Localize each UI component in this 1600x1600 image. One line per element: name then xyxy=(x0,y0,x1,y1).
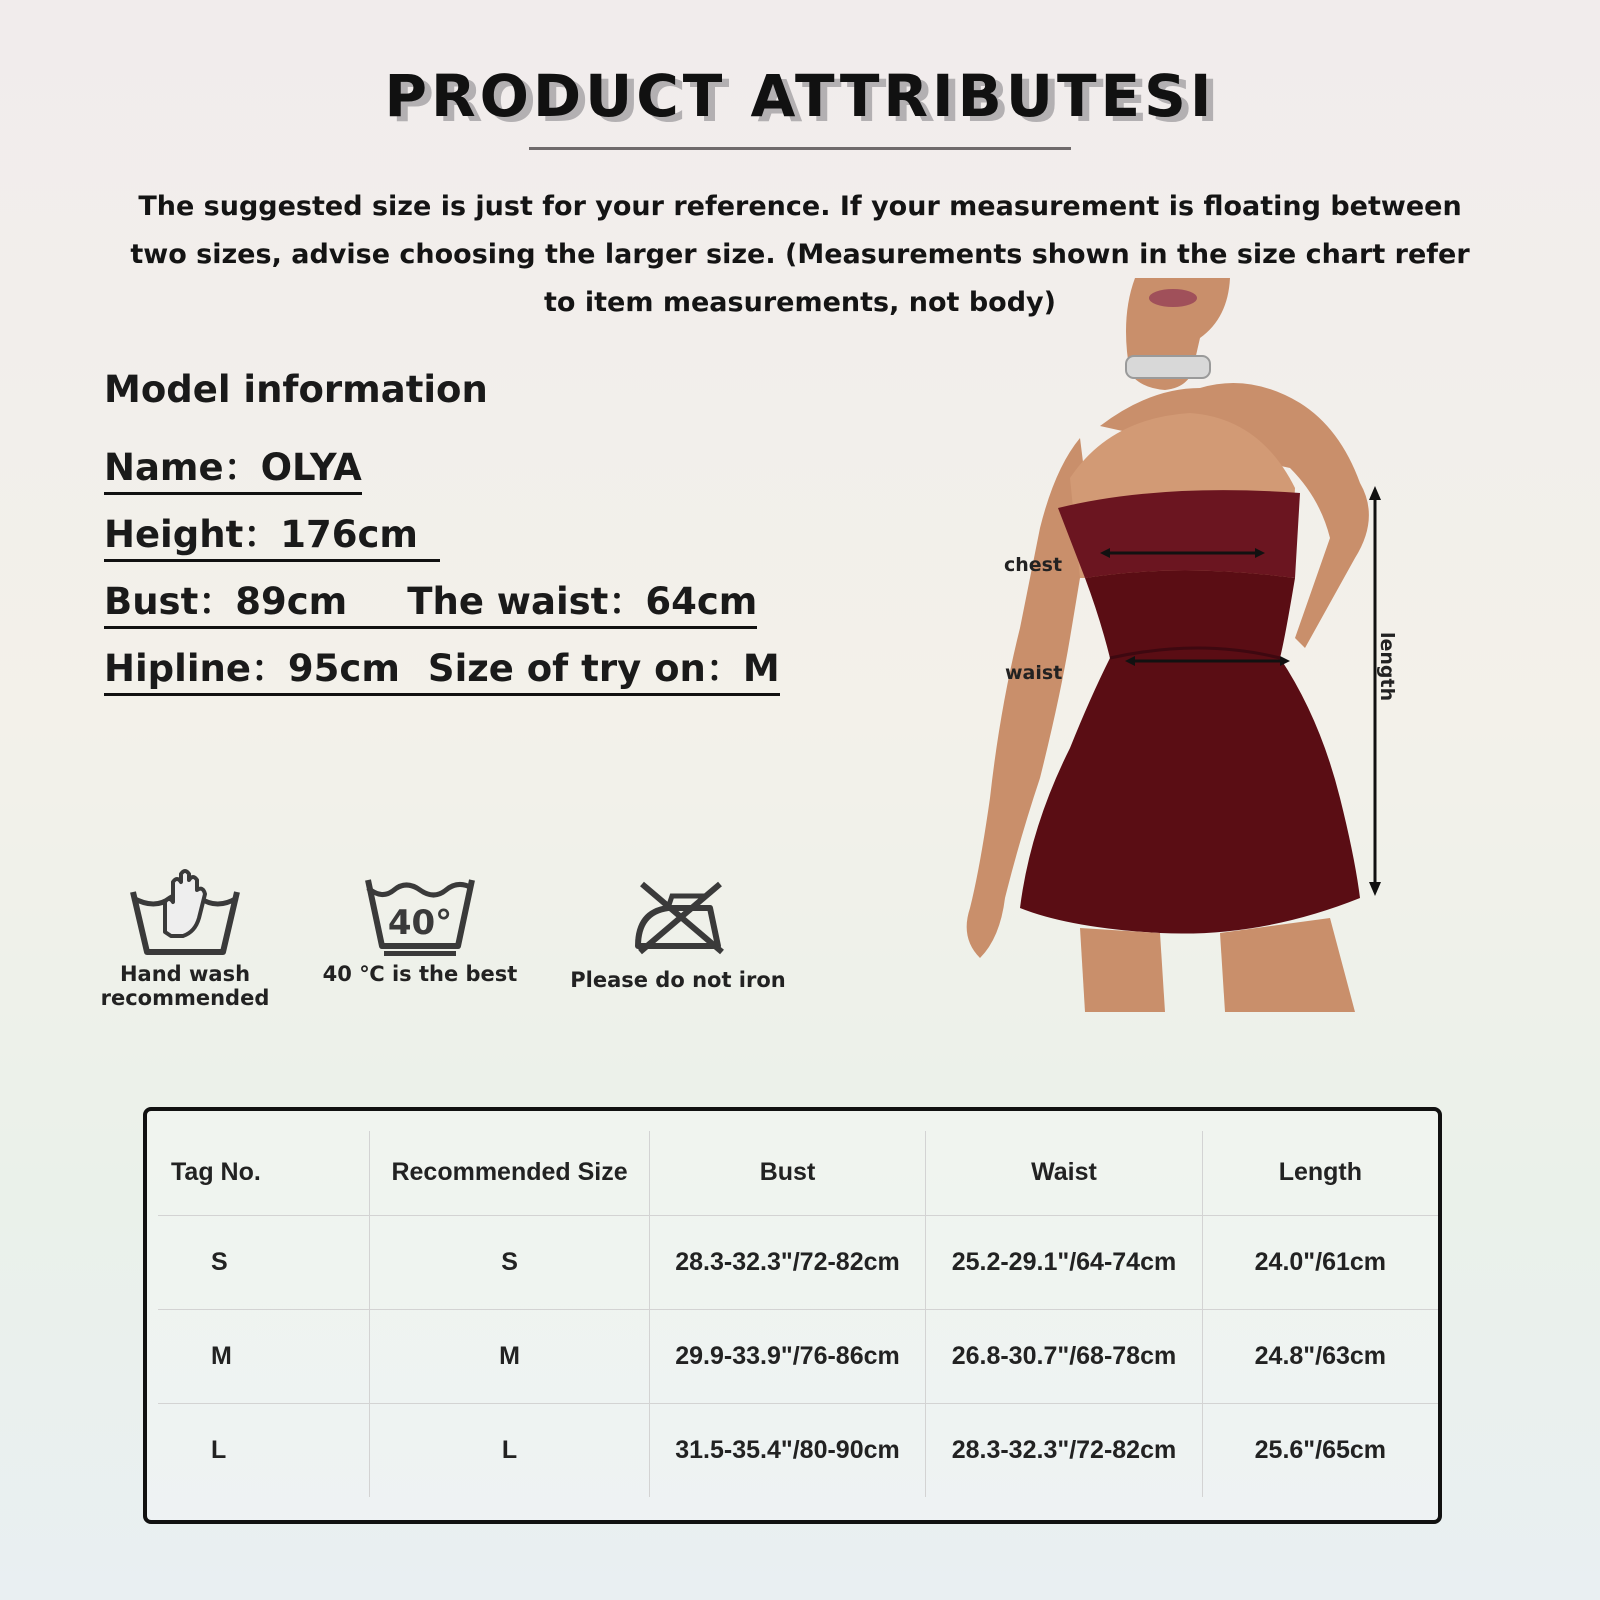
hand-wash-icon xyxy=(125,862,245,962)
table-row xyxy=(158,1403,1438,1497)
model-waist: The waist：64cm xyxy=(407,580,758,623)
cell-bust: 29.9-33.9"/76-86cm xyxy=(649,1309,925,1403)
model-name: Name：OLYA xyxy=(104,437,362,495)
chest-label: chest xyxy=(1004,554,1063,576)
wash-40-icon xyxy=(360,876,480,958)
model-try-on-size: Size of try on：M xyxy=(427,647,780,690)
cell-waist: 26.8-30.7"/68-78cm xyxy=(926,1309,1202,1403)
cell-recommended: M xyxy=(370,1309,649,1403)
table-header-row xyxy=(158,1131,1438,1215)
care-wash-40 xyxy=(322,876,518,986)
length-label: length xyxy=(1376,632,1398,702)
model-bust-waist xyxy=(104,571,757,629)
page-title: PRODUCT ATTRIBUTESI xyxy=(384,62,1216,130)
model-photo-illustration xyxy=(960,278,1430,1012)
care-label-line1: Hand wash xyxy=(119,962,251,986)
no-iron-icon xyxy=(628,878,728,958)
header-recommended-size: Recommended Size xyxy=(370,1131,649,1215)
cell-waist: 28.3-32.3"/72-82cm xyxy=(926,1403,1202,1497)
cell-recommended: S xyxy=(370,1215,649,1309)
model-info-heading: Model information xyxy=(104,368,488,411)
cell-recommended: L xyxy=(370,1403,649,1497)
header-bust: Bust xyxy=(649,1131,925,1215)
header-waist: Waist xyxy=(926,1131,1202,1215)
cell-tag: L xyxy=(158,1403,370,1497)
cell-length: 24.8"/63cm xyxy=(1254,1341,1387,1370)
model-height: Height：176cm xyxy=(104,504,440,562)
size-disclaimer: The suggested size is just for your reference. If your measurement is floating between two sizes, advise choosing the larger size. (Measurements shown in the size chart refer to item measurements, not body) xyxy=(130,191,1470,318)
title-underline xyxy=(529,147,1071,150)
cell-bust: 31.5-35.4"/80-90cm xyxy=(649,1403,925,1497)
model-photo xyxy=(960,278,1430,1012)
cell-length: 24.0"/61cm xyxy=(1254,1247,1387,1276)
size-chart-table xyxy=(158,1131,1438,1497)
care-hand-wash xyxy=(100,862,270,1010)
care-label: Please do not iron xyxy=(570,968,786,992)
table-row xyxy=(158,1215,1438,1309)
model-bust: Bust：89cm xyxy=(104,580,348,623)
cell-length: 25.6"/65cm xyxy=(1254,1435,1387,1464)
wash-temperature: 40° xyxy=(387,903,453,943)
size-chart xyxy=(143,1107,1442,1524)
care-label: 40 ℃ is the best xyxy=(322,962,518,986)
cell-bust: 28.3-32.3"/72-82cm xyxy=(649,1215,925,1309)
table-row xyxy=(158,1309,1438,1403)
care-label-line2: recommended xyxy=(100,986,270,1010)
model-hipline: Hipline：95cm xyxy=(104,647,400,690)
care-no-iron xyxy=(568,878,788,992)
header-tag-no: Tag No. xyxy=(158,1131,370,1215)
cell-waist: 25.2-29.1"/64-74cm xyxy=(926,1215,1202,1309)
cell-tag: M xyxy=(158,1309,370,1403)
waist-label: waist xyxy=(1005,662,1063,684)
header-length: Length xyxy=(1278,1158,1363,1187)
cell-tag: S xyxy=(158,1215,370,1309)
model-hip-size xyxy=(104,638,780,696)
